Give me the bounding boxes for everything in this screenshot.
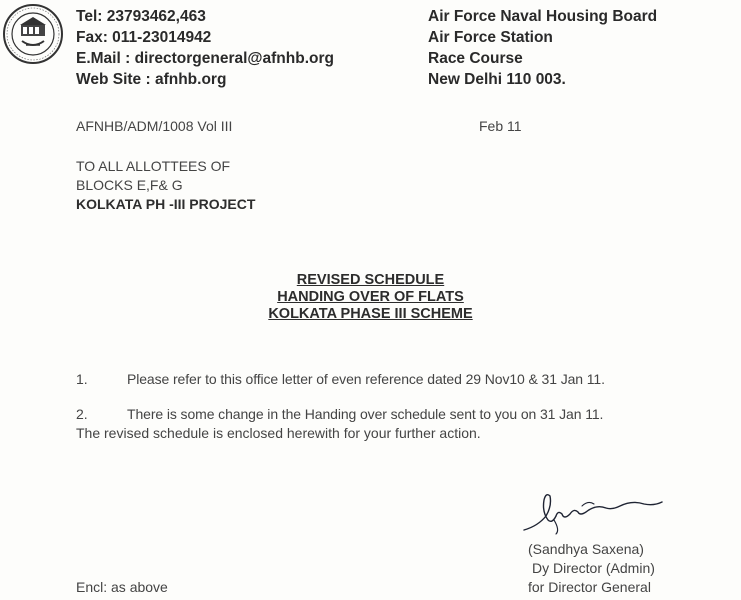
- address-block: [428, 6, 657, 90]
- contact-tel: Tel: 23793462,463: [76, 8, 206, 25]
- signatory-name: (Sandhya Saxena): [528, 541, 644, 557]
- paragraph-1-text: Please refer to this office letter of even reference dated 29 Nov10 & 31 Jan 11.: [127, 371, 605, 387]
- contact-website: Web Site : afnhb.org: [76, 71, 227, 88]
- address-line-2: Air Force Station: [428, 29, 553, 46]
- contact-email: E.Mail : directorgeneral@afnhb.org: [76, 50, 334, 67]
- subject-heading: [0, 272, 741, 323]
- paragraph-2-line-1: There is some change in the Handing over schedule sent to you on 31 Jan 11.: [127, 406, 604, 422]
- contact-block: [76, 6, 334, 90]
- emblem-logo: [2, 3, 64, 65]
- address-line-3: Race Course: [428, 50, 523, 67]
- paragraph-2-number: 2.: [76, 406, 88, 422]
- recipient-block: [76, 157, 255, 214]
- handwritten-signature: [516, 486, 666, 536]
- subject-line-3: KOLKATA PHASE III SCHEME: [268, 306, 473, 322]
- recipient-line-3: KOLKATA PH -III PROJECT: [76, 196, 256, 212]
- paragraph-1-number: 1.: [76, 371, 88, 387]
- reference-number: AFNHB/ADM/1008 Vol III: [76, 118, 233, 134]
- signatory-designation: Dy Director (Admin): [532, 560, 655, 576]
- contact-fax: Fax: 011-23014942: [76, 29, 212, 46]
- recipient-line-2: BLOCKS E,F& G: [76, 177, 183, 193]
- subject-line-2: HANDING OVER OF FLATS: [277, 289, 464, 305]
- signatory-for: for Director General: [528, 579, 651, 595]
- letter-date: Feb 11: [479, 118, 522, 134]
- recipient-line-1: TO ALL ALLOTTEES OF: [76, 158, 231, 174]
- subject-line-1: REVISED SCHEDULE: [296, 272, 445, 288]
- enclosure-note: Encl: as above: [76, 579, 168, 595]
- address-line-1: Air Force Naval Housing Board: [428, 8, 658, 25]
- paragraph-2-line-2: The revised schedule is enclosed herewith for your further action.: [76, 425, 481, 441]
- address-line-4: New Delhi 110 003.: [428, 71, 566, 88]
- signatory-block: [528, 540, 655, 597]
